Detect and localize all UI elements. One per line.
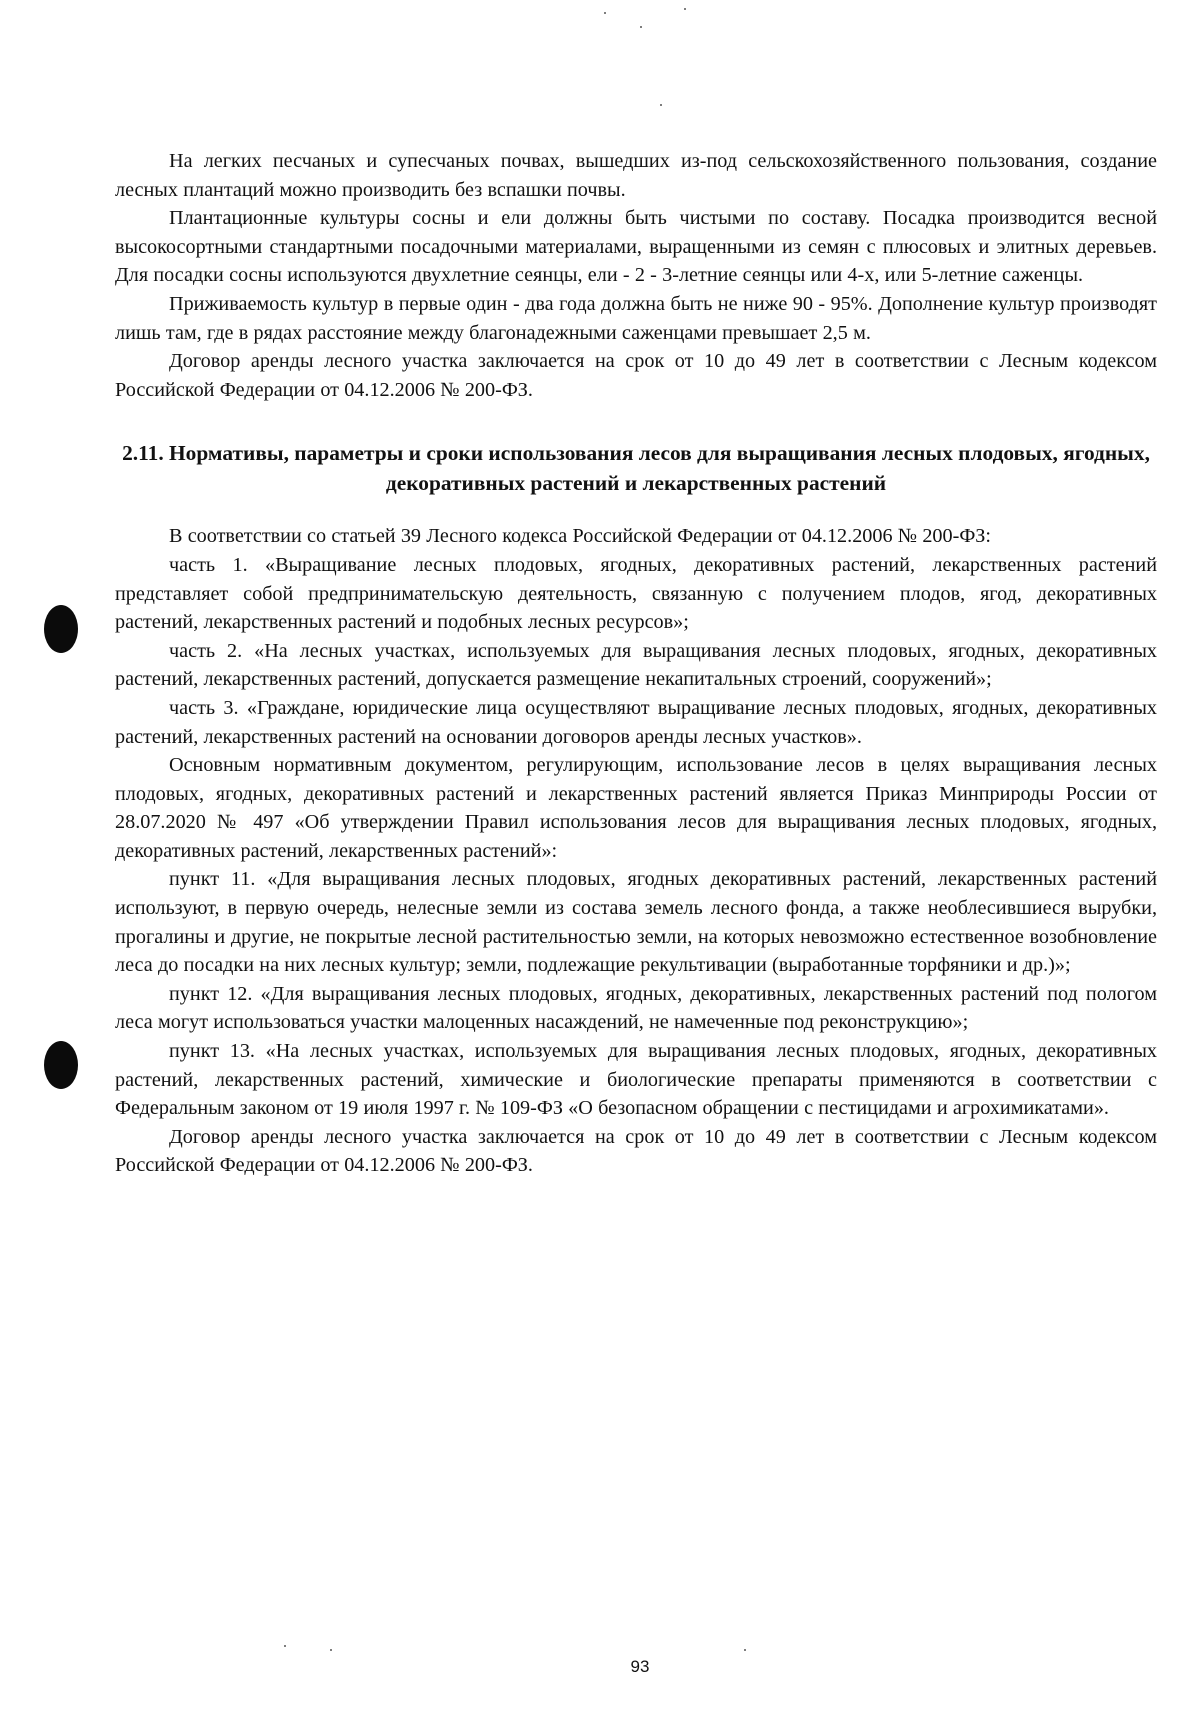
paragraph: часть 1. «Выращивание лесных плодовых, ягодных, декоративных растений, лекарственных растений представляет собой предпринимательскую деятельность, связанную с получением плодов, ягод, декоративных растений, лекарственных растений и подобных лесных ресурсов»; (115, 553, 1157, 634)
paragraph: Договор аренды лесного участка заключается на срок от 10 до 49 лет в соответствии с Лесным кодексом Российской Федерации от 04.12.2006 № 200-ФЗ. (115, 350, 1157, 401)
paragraph: Основным нормативным документом, регулирующим, использование лесов в целях выращивания лесных плодовых, ягодных, декоративных растений и лекарственных растений является Приказ Минприроды России от 28.07.2020 № 497 «Об утверждении Правил использования лесов для выращивания лесных плодовых, ягодных, декоративных растений, лекарственных растений»: (115, 754, 1157, 862)
paragraph: В соответствии со статьей 39 Лесного кодекса Российской Федерации от 04.12.2006 № 200-ФЗ: (169, 525, 991, 548)
paragraph: На легких песчаных и супесчаных почвах, вышедших из-под сельскохозяйственного пользования, создание лесных плантаций можно производить без вспашки почвы. (115, 150, 1157, 201)
paragraph: Приживаемость культур в первые один - два года должна быть не ниже 90 - 95%. Дополнение культур производят лишь там, где в рядах расстояние между благонадежными саженцами превышает 2,5 м. (115, 292, 1157, 344)
scan-speck (604, 12, 606, 14)
paragraph: часть 2. «На лесных участках, используемых для выращивания лесных плодовых, ягодных, декоративных растений, лекарственных растений, допускается размещение некапитальных строений, сооружений»; (115, 639, 1157, 691)
scan-speck (640, 26, 642, 28)
page-number: 93 (630, 1657, 650, 1676)
punch-hole (44, 1041, 78, 1089)
paragraph: Договор аренды лесного участка заключается на срок от 10 до 49 лет в соответствии с Лесным кодексом Российской Федерации от 04.12.2006 № 200-ФЗ. (115, 1125, 1157, 1177)
paragraph: пункт 11. «Для выращивания лесных плодовых, ягодных декоративных растений, лекарственных растений используют, в первую очередь, нелесные земли из состава земель лесного фонда, а также необлесившиеся вырубки, прогалины и другие, не покрытые лесной растительностью земли, на которых невозможно естественное возобновление леса до посадки на них лесных культур; земли, подлежащие рекультивации (выработанные торфяники и др.)»; (115, 868, 1157, 977)
scan-speck (284, 1645, 286, 1647)
scan-speck (744, 1649, 746, 1651)
punch-hole (44, 605, 78, 653)
paragraph: часть 3. «Граждане, юридические лица осуществляют выращивание лесных плодовых, ягодных, декоративных растений, лекарственных растений на основании договоров аренды лесных участков». (115, 696, 1157, 748)
paragraph: пункт 13. «На лесных участках, используемых для выращивания лесных плодовых, ягодных, декоративных растений, лекарственных растений, химические и биологические препараты применяются в соответствии с Федеральным законом от 19 июля 1997 г. № 109-ФЗ «О безопасном обращении с пестицидами и агрохимикатами». (115, 1040, 1157, 1120)
scan-speck (330, 1649, 332, 1651)
scan-speck (684, 8, 686, 10)
section-heading: 2.11. Нормативы, параметры и сроки использования лесов для выращивания лесных плодовых, ягодных, декоративных растений и лекарственных растений (122, 441, 1150, 496)
paragraph: Плантационные культуры сосны и ели должны быть чистыми по составу. Посадка производится весной высокосортными стандартными посадочными материалами, выращенными из семян с плюсовых и элитных деревьев. Для посадки сосны используются двухлетние сеянцы, ели - 2 - 3-летние сеянцы или 4-х, или 5-летние саженцы. (115, 207, 1157, 287)
paragraph: пункт 12. «Для выращивания лесных плодовых, ягодных, декоративных, лекарственных растений под пологом леса могут использоваться участки малоценных насаждений, не намеченные под реконструкцию»; (115, 982, 1157, 1034)
document-body (115, 147, 1157, 1180)
scan-speck (660, 104, 662, 106)
